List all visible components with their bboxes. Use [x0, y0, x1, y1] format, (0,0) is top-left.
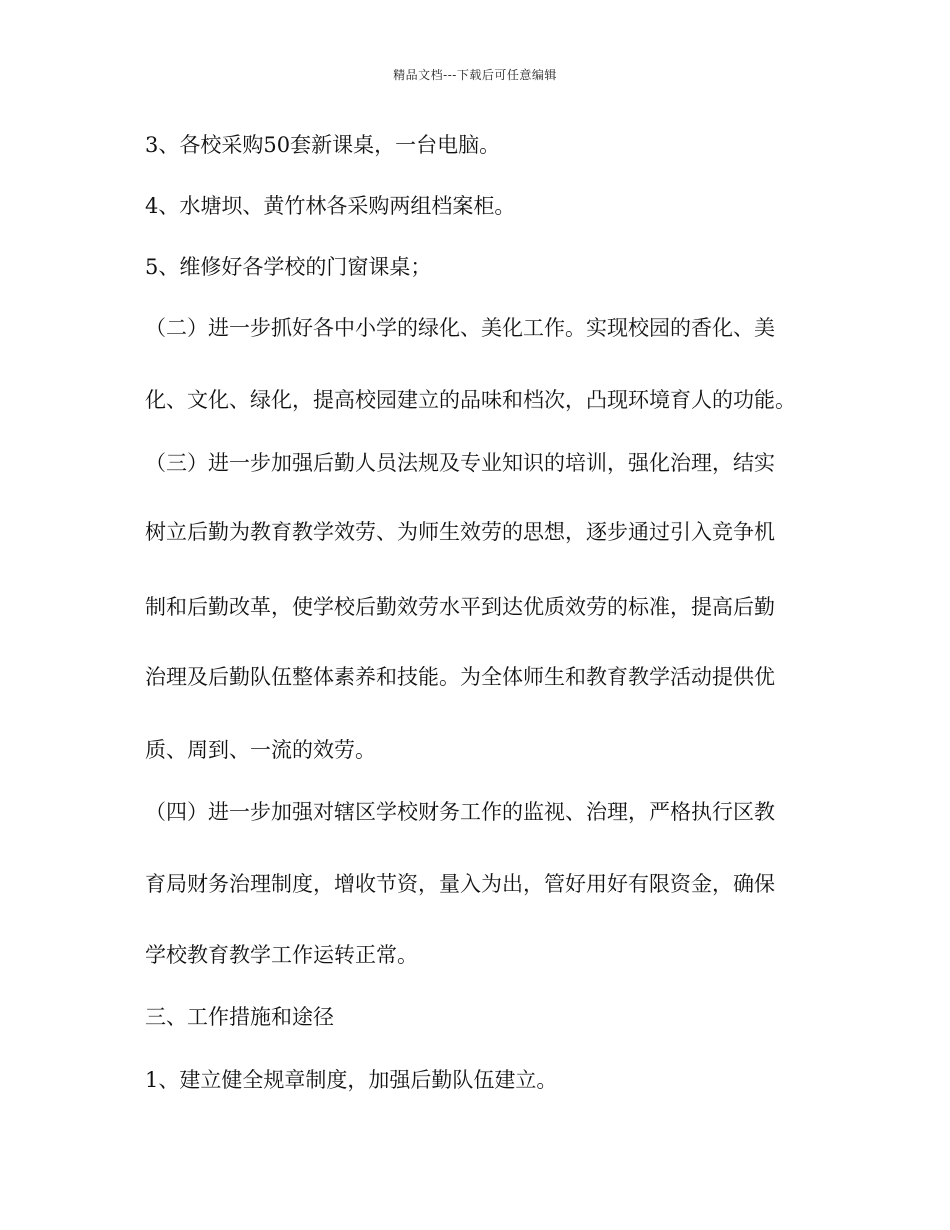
text-line: 化、文化、绿化，提高校园建立的品味和档次，凸现环境育人的功能。: [145, 388, 796, 412]
text-line: 质、周到、一流的效劳。: [145, 738, 376, 762]
text-line: 学校教育教学工作运转正常。: [145, 943, 418, 967]
text-line: （二）进一步抓好各中小学的绿化、美化工作。实现校园的香化、美: [145, 316, 775, 340]
text-line: 树立后勤为教育教学效劳、为师生效劳的思想，逐步通过引入竞争机: [145, 520, 775, 544]
text-line: （四）进一步加强对辖区学校财务工作的监视、治理，严格执行区教: [145, 800, 775, 824]
text-line: 育局财务治理制度，增收节资，量入为出，管好用好有限资金，确保: [145, 872, 775, 896]
text-line: （三）进一步加强后勤人员法规及专业知识的培训，强化治理，结实: [145, 451, 775, 475]
text-line: 1、建立健全规章制度，加强后勤队伍建立。: [145, 1068, 558, 1092]
text-line: 治理及后勤队伍整体素养和技能。为全体师生和教育教学活动提供优: [145, 665, 775, 689]
section-heading: 三、工作措施和途径: [145, 1005, 334, 1029]
page-header: 精品文档---下载后可任意编辑: [393, 68, 557, 82]
text-line: 3、各校采购50套新课桌，一台电脑。: [145, 133, 501, 157]
text-line: 制和后勤改革，使学校后勤效劳水平到达优质效劳的标准，提高后勤: [145, 595, 775, 619]
text-line: 5、维修好各学校的门窗课桌；: [145, 255, 432, 279]
text-line: 4、水塘坝、黄竹林各采购两组档案柜。: [145, 194, 516, 218]
